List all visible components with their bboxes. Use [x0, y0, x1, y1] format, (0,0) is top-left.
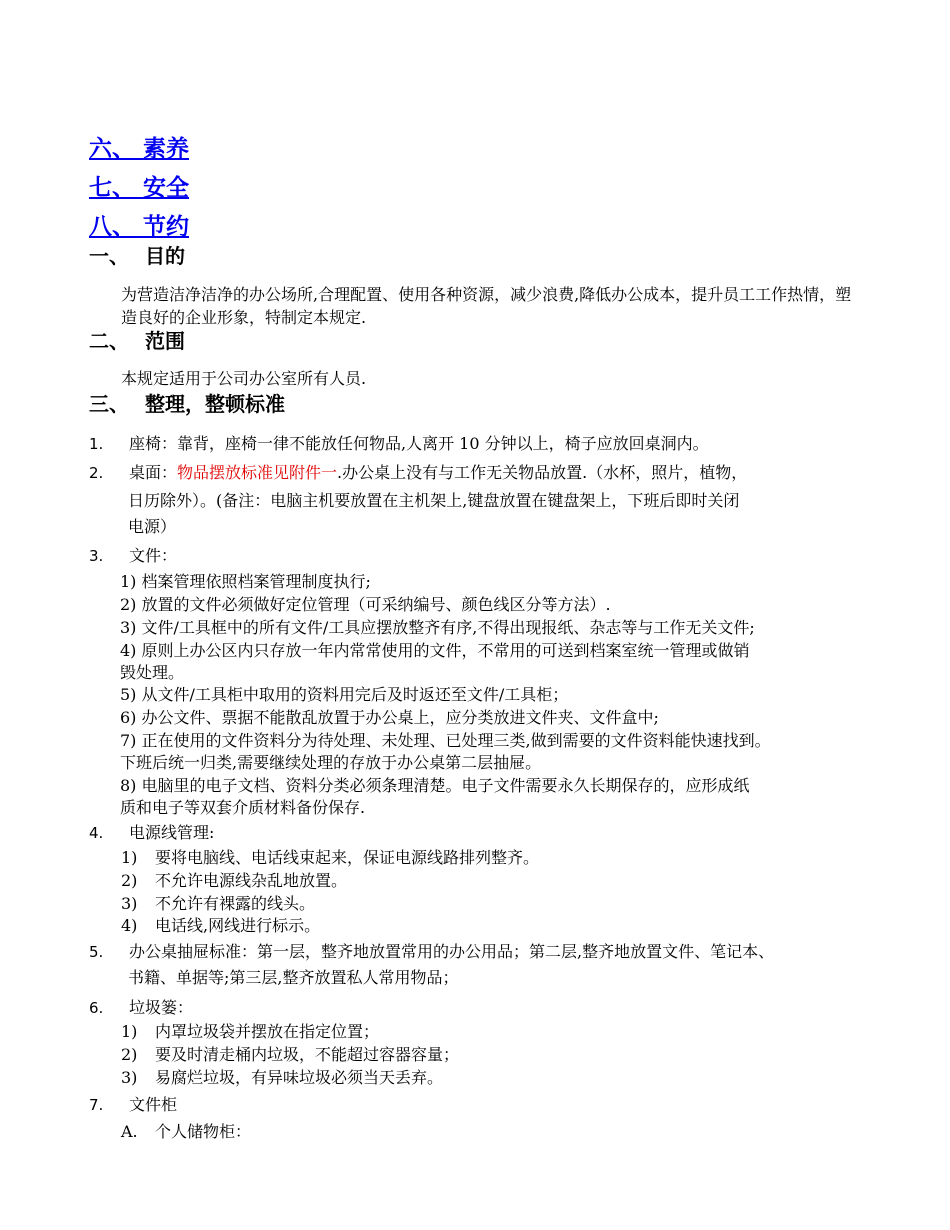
toc-num: 六、 [89, 136, 135, 162]
list-text: 电源线管理: [129, 823, 215, 842]
section-heading-standards [89, 390, 285, 418]
section-title: 整理，整顿标准 [145, 392, 285, 416]
files-sub-4: 4) 原则上办公区内只存放一年内常常使用的文件，不常用的可送到档案室统一管理或做销 [120, 641, 750, 660]
list-text: 文件： [129, 546, 178, 565]
sub-num: 2) [121, 871, 138, 890]
list-lead: 桌面： [129, 463, 178, 482]
list-item-power-cables [89, 820, 869, 846]
sub-text: 不允许有裸露的线头。 [155, 894, 316, 913]
list-item-drawers [89, 939, 879, 965]
list-num: 2. [89, 464, 104, 482]
list-num: 7. [89, 1096, 104, 1114]
list-item-trash-bin [89, 995, 869, 1021]
toc-num: 八、 [89, 214, 135, 240]
cabinet-sub-a [121, 1120, 861, 1143]
list-item-desk-line3: 电源） [128, 517, 177, 536]
files-sub-5: 5) 从文件/工具柜中取用的资料用完后及时返还至文件/工具柜； [120, 685, 569, 704]
files-sub-6: 6) 办公文件、票据不能散乱放置于办公桌上，应分类放进文件夹、文件盒中; [120, 708, 659, 727]
section-title: 范围 [145, 329, 185, 353]
toc-label: 安全 [143, 175, 190, 201]
sub-num: 2) [121, 1045, 138, 1064]
list-text-line: .办公桌上没有与工作无关物品放置.（水杯，照片，植物， [337, 463, 748, 482]
toc-num: 七、 [89, 175, 135, 201]
trash-sub-3 [121, 1066, 861, 1089]
sub-text: 要将电脑线、电话线束起来，保证电源线路排列整齐。 [155, 848, 540, 867]
files-sub-8: 8) 电脑里的电子文档、资料分类必须条理清楚。电子文件需要永久长期保存的，应形成纸 [120, 776, 750, 795]
section-num: 三、 [89, 392, 129, 416]
section-num: 二、 [89, 329, 129, 353]
sub-text: 内罩垃圾袋并摆放在指定位置； [155, 1022, 380, 1041]
section-body-scope: 本规定适用于公司办公室所有人员. [121, 369, 367, 388]
list-item-chair [89, 431, 869, 457]
toc-link-anquan[interactable] [89, 173, 189, 203]
sub-text: 易腐烂垃圾，有异味垃圾必须当天丢弃。 [155, 1068, 444, 1087]
list-num: 4. [89, 824, 104, 842]
attachment-reference: 物品摆放标准见附件一 [177, 463, 338, 482]
list-text: 座椅：靠背，座椅一律不能放任何物品,人离开 10 分钟以上，椅子应放回桌洞内。 [129, 434, 709, 453]
list-item-drawers-line2: 书籍、单据等;第三层,整齐放置私人常用物品； [128, 968, 459, 987]
files-sub-3: 3) 文件/工具框中的所有文件/工具应摆放整齐有序,不得出现报纸、杂志等与工作无关文件; [120, 618, 755, 637]
list-item-desk [89, 460, 869, 486]
list-text: 垃圾篓： [129, 998, 194, 1017]
toc-label: 节约 [143, 214, 190, 240]
power-sub-2 [121, 869, 861, 892]
list-num: 1. [89, 435, 104, 453]
list-text [129, 460, 747, 486]
sub-text: 不允许电源线杂乱地放置。 [155, 871, 348, 890]
power-sub-3 [121, 892, 861, 915]
sub-num: A. [121, 1122, 138, 1141]
power-sub-4 [121, 914, 861, 937]
trash-sub-2 [121, 1043, 861, 1066]
list-text: 办公桌抽屉标准：第一层，整齐地放置常用的办公用品；第二层,整齐地放置文件、笔记本、 [129, 942, 775, 961]
sub-num: 1) [121, 848, 138, 867]
sub-text: 要及时清走桶内垃圾，不能超过容器容量； [155, 1045, 460, 1064]
toc-link-suyang[interactable] [89, 134, 189, 164]
list-item-files [89, 543, 869, 569]
files-sub-4-cont: 毁处理。 [120, 663, 185, 682]
toc-label: 素养 [143, 136, 190, 162]
section-heading-purpose [89, 242, 185, 270]
files-sub-7-cont: 下班后统一归类,需要继续处理的存放于办公桌第二层抽屉。 [120, 753, 542, 772]
list-item-desk-line2: 日历除外）。(备注：电脑主机要放置在主机架上,键盘放置在键盘架上，下班后即时关闭 [128, 491, 740, 510]
sub-text: 个人储物柜： [155, 1122, 252, 1141]
files-sub-1: 1) 档案管理依照档案管理制度执行; [120, 572, 371, 591]
list-num: 5. [89, 943, 104, 961]
files-sub-2: 2) 放置的文件必须做好定位管理（可采纳编号、颜色线区分等方法）. [120, 595, 611, 614]
section-num: 一、 [89, 244, 129, 268]
list-item-file-cabinet [89, 1092, 869, 1118]
sub-num: 1) [121, 1022, 138, 1041]
files-sub-7: 7) 正在使用的文件资料分为待处理、未处理、已处理三类,做到需要的文件资料能快速找到。 [120, 731, 771, 750]
list-text: 文件柜 [129, 1095, 178, 1114]
toc-link-jieyue[interactable] [89, 212, 189, 242]
trash-sub-1 [121, 1020, 861, 1043]
sub-num: 3) [121, 894, 138, 913]
sub-num: 3) [121, 1068, 138, 1087]
files-sub-8-cont: 质和电子等双套介质材料备份保存. [120, 798, 366, 817]
list-num: 6. [89, 999, 104, 1017]
sub-num: 4) [121, 916, 138, 935]
section-body-purpose: 为营造洁净洁净的办公场所,合理配置、使用各种资源，减少浪费,降低办公成本，提升员工工作热情，塑造良好的企业形象，特制定本规定. [121, 285, 852, 327]
power-sub-1 [121, 846, 861, 869]
list-num: 3. [89, 547, 104, 565]
section-heading-scope [89, 327, 185, 355]
sub-text: 电话线,网线进行标示。 [155, 916, 321, 935]
section-title: 目的 [145, 244, 185, 268]
